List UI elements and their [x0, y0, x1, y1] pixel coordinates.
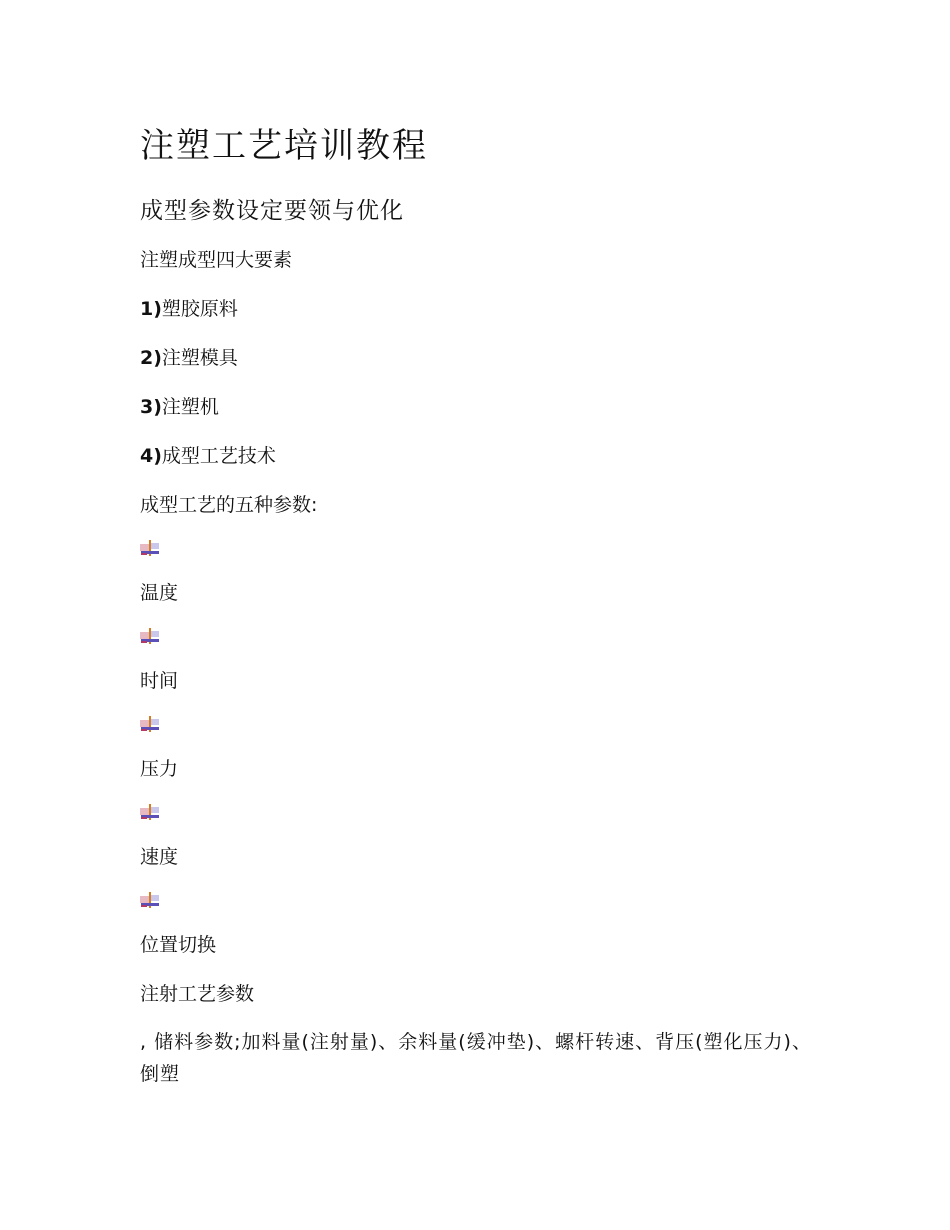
list-item-text: 注塑模具	[161, 347, 238, 369]
bullet-image-icon	[140, 539, 160, 559]
bullet-image-icon	[140, 627, 160, 647]
list-item-number: 2)	[140, 347, 162, 369]
injection-params-heading: 注射工艺参数	[140, 983, 255, 1005]
param-item: 时间	[140, 670, 179, 692]
list-item-number: 1)	[140, 298, 162, 320]
list-item	[140, 343, 820, 373]
bullet-image-icon	[140, 715, 160, 735]
list-item	[140, 441, 820, 471]
injection-params-text: , 储料参数;加料量(注射量)、余料量(缓冲垫)、螺杆转速、背压(塑化压力)、倒塑	[140, 1031, 812, 1085]
five-params-heading: 成型工艺的五种参数:	[140, 494, 318, 516]
four-elements-heading: 注塑成型四大要素	[140, 249, 293, 271]
param-item: 压力	[140, 758, 179, 780]
list-item-text: 注塑机	[161, 396, 219, 418]
document-subtitle: 成型参数设定要领与优化	[140, 198, 404, 224]
list-item	[140, 294, 820, 324]
list-item-text: 成型工艺技术	[161, 445, 276, 467]
list-item	[140, 392, 820, 422]
param-item: 速度	[140, 846, 179, 868]
document-title: 注塑工艺培训教程	[140, 126, 428, 166]
document-content	[140, 118, 820, 1109]
list-item-number: 4)	[140, 445, 162, 467]
param-item: 温度	[140, 582, 179, 604]
bullet-image-icon	[140, 803, 160, 823]
list-item-number: 3)	[140, 396, 162, 418]
bullet-image-icon	[140, 891, 160, 911]
list-item-text: 塑胶原料	[161, 298, 238, 320]
param-item: 位置切换	[140, 934, 217, 956]
